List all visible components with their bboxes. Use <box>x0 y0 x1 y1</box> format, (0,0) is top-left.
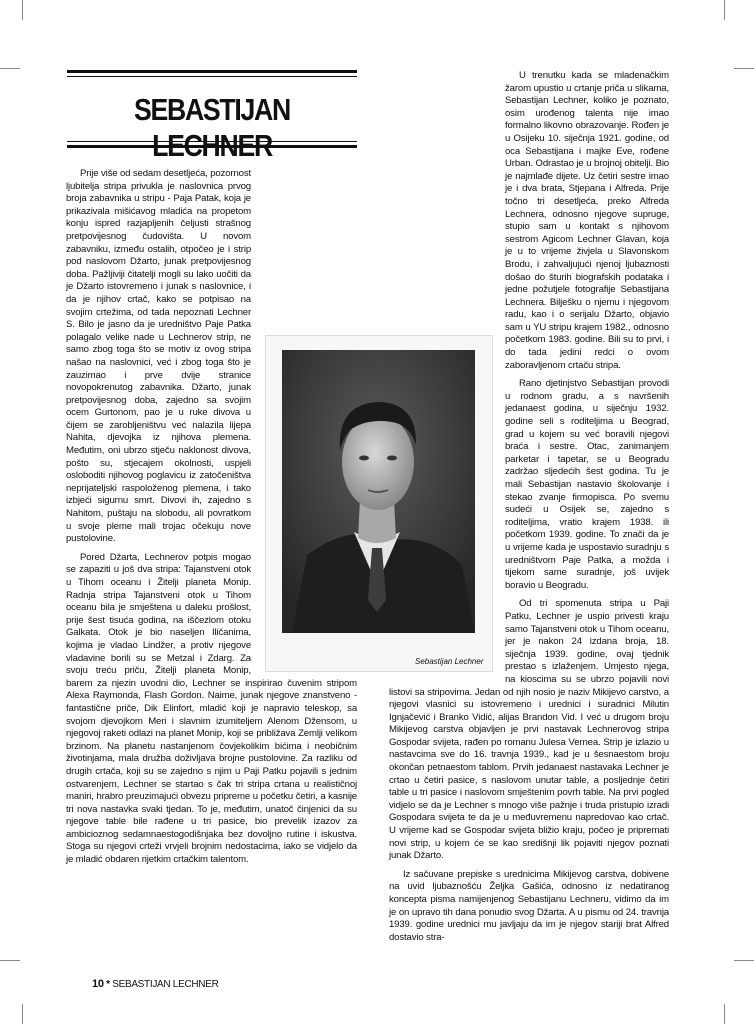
footer-separator: * <box>106 979 110 990</box>
portrait-illustration <box>282 350 475 633</box>
crop-mark <box>22 0 23 20</box>
running-head: SEBASTIJAN LECHNER <box>112 979 219 990</box>
photo-caption: Sebastijan Lechner <box>415 657 484 666</box>
title-rule-bottom-thin <box>67 141 357 142</box>
crop-mark <box>734 68 754 69</box>
article-title: SEBASTIJAN <box>134 92 290 127</box>
paragraph: Prije više od sedam desetljeća, pozornost ljubitelja stripa privukla je naslovnica prvog broja zabavnika u stripu - Paja Patak, koja je prikazivala mišićavog mladića na propetom konju ispred razjapljenih čeljusti strašnog pretpovijesnog čudovišta. U novom zabavniku, između ostalih, otpočeo je i strip pod naslovom Džarto, junak pretpovijesnog doba. Pažljiviji čitatelji mogli su lako uočiti da je Džarto istovremeno i junak s naslovnice, i da je njihov crtač, kako se potpisao na svojim crtežima, od tada nepoznati Lechner S. Bilo je jasno da je uredništvo Paje Patka polagalo velike nade u Lechnerov strip, ne samo zbog toga što se motiv iz ovog stripa našao na naslovnici, već i zbog toga što je zauzimao i prve dvije stranice novopokrenutog zabavnika. Džarto, junak pretpovijesnog doba, zajedno sa svojim ocem Gurtonom, pao je u ruke divova u čijem se zarobljeništvu već nalazila lijepa Nahita, djevojka iz njihova plemena. Međutim, oni ubrzo stječu naklonost divova, pošto su, stjecajem okolnosti, uspjeli osloboditi njihovog poglavicu iz zatočeništva neprijateljski raspoloženog plemena, i tako izbjeći sigurnu smrt. Divovi ih, zajedno s Nahitom, puštaju na slobodu, ali povratkom u svoje pleme mali trojac očekuju nove pustolovine. <box>66 168 251 545</box>
title-rule-bottom <box>67 145 357 148</box>
paragraph: Od tri spomenuta stripa u Paji Patku, Lechner je uspio privesti kraju samo Tajanstveni otok u Tihom oceanu, jer je nakon 24 izdana broja, 18. siječnja 1939. godine, ovaj tjednik prestao s izlaženjem. Umjesto njega, na kioscima su se ubrzo pojavili novi listovi sa stripovima. Jedan od njih nosio je naziv Mikijevo carstvo, a njegovi vlasnici su istovremeno i urednici i suradnici Milutin Ignjačević i Branko Vidić, alijas Brandon Vid. I već u drugom broju Mikijevog carstva objavljen je prvi nastavak Lechnerovog stripa Gospodar svijeta, rađen po romanu Julesa Vernea. Strip je izlazio u nastavcima sve do 16. travnja 1939., kad je u šesnaestom broju okončan petnaestom tablom. Prvih jedanaest nastavaka Lechner je crtao u četiri pasice, s naslovom unutar table, a posljednje četiri table u tri pasice i naslovom smještenim povrh table. Na prvi pogled vidjelo se da je Lechner s mnogo više pažnje i truda pristupio izradi Gospodara svijeta te da je u međuvremenu napredovao kao crtač. U vrijeme kad se Gospodar svijeta bližio kraju, počeo je pripremati novi strip, u kojem će se kao središnji lik pojaviti njegov poznati junak Džarto. <box>389 598 669 862</box>
portrait-photo <box>266 336 492 671</box>
crop-mark <box>724 0 725 20</box>
paragraph: Rano djetinjstvo Sebastijan provodi u rodnom gradu, a s navršenih jedanaest godina, u siječnju 1932. godine seli s roditeljima u Beograd, grad u kojem su već boravili njegovi braća i sestre. Otac, zanimanjem parketar i tapetar, se u Beogradu zadržao sljedećih šest godina. Tu je mali Sebastijan nastavio školovanje i stekao zvanje firmopisca. Po svemu sudeći u Osijek se, zajedno s roditeljima, vratio krajem 1938. ili početkom 1939. godine. To znači da je u vrijeme kada je uspostavio suradnju s uredništvom Paje Patka, a možda i tijekom same suradnje, još uvijek boravio u Beogradu. <box>505 378 669 591</box>
page-number: 10 <box>92 978 104 990</box>
paragraph: Iz sačuvane prepiske s urednicima Mikijevog carstva, dobivene na uvid ljubaznošću Željka Gašića, odnosno iz nedatiranog koncepta pisma namijenjenog Sebastijanu Lechneru, vidimo da im je on upravo tih dana ponudio svog Džarta. A u pismu od 24. travnja 1939. godine urednici mu javljaju da im je njegov stariji brat Alfred dostavio stra- <box>389 868 669 943</box>
crop-mark <box>0 960 20 961</box>
portrait-image <box>282 350 475 633</box>
title-rule-top <box>67 70 357 73</box>
title-rule-top-thin <box>67 76 357 77</box>
paragraph: Pored Džarta, Lechnerov potpis mogao se zapaziti u još dva stripa: Tajanstveni otok u Tihom oceanu i Žitelji planeta Monip. Radnja stripa Tajanstveni otok u Tihom oceanu bila je smještena u daleku prošlost, prije šest tisuća godina, na iščezlom otoku Galkata. Otok je bio naseljen Iličanima, kojima je vladao Lindžer, a protiv njegove vladavine borili su se Metzal i Zdarg. Za svoju treću priču, Žitelji planeta Monip, barem za njezin uvodni dio, Lechner se inspirirao čuvenim stripom Alexa Raymonda, Flash Gordon. Naime, junak njegove znanstveno - fantastične priče, Dik Elinfort, mladić koji je napravio teleskop, sa svojom djevojkom Meri i slavnim izumiteljem Alenom Džensom, u njegovoj raketi odlazi na planet Monip, koji se približava Zemlji velikom brzinom. Na planetu nastanjenom čovjekolikim bićima i neobičnim životinjama, mala družba doživljava brojne pustolovine. Za razliku od drugih crtača, koji su se zajedno s njim u Paji Patku pojavili s jednim ostvarenjem, Lechner se startao s čak tri stripa crtana u realističnoj maniri, hrabro preuzimajući obvezu pripreme u početku četiri, a kasnije tri nova nastavka svaki tjedan. To je, međutim, unatoč činjenici da su njegove table bile rađene u tri pasice, bio prevelik izazov za ambicioznog sedamnaestogodišnjaka bez dovoljno rutine i iskustva. Stoga su njegovi crteži vrvjeli brojnim nedostacima, iako se vidjelo da je mladić obdaren rijetkim crtačkim talentom. <box>66 551 357 866</box>
crop-mark <box>724 1004 725 1024</box>
page-footer <box>92 978 219 990</box>
crop-mark <box>22 1004 23 1024</box>
paragraph: U trenutku kada se mladenačkim žarom upustio u crtanje priča u slikama, Sebastijan Lechner, koliko je poznato, osim urođenog talenta nije imao formalno likovno obrazovanje. Rođen je u Osijeku 10. siječnja 1921. godine, od oca Sebastijana i majke Eve, rođene Urban. Odrastao je u brojnoj obitelji. Bio je najmlađe dijete. Uz četiri sestre imao je i dva brata, Stjepana i Alfreda. Prije točno tri desetljeća, preko Alfreda Lechnera, odnosno njegove supruge, stupio sam u kontakt s njihovom sestrom Agicom Lechner Glavan, koja je u to vrijeme živjela u Slavonskom Brodu, i zahvaljujući njenoj ljubaznosti došao do šturih biografskih podataka i jedne požutjele fotografije Sebastijana Lechnera. Bilješku o njemu i njegovom radu, kao i o serijalu Džarto, objavio sam u YU stripu krajem 1982., odnosno početkom 1983. godine. Bili su to prvi, i do tada jedini redci o ovom zaboravljenom crtaču stripa. <box>505 70 669 371</box>
crop-mark <box>0 68 20 69</box>
crop-mark <box>734 960 754 961</box>
